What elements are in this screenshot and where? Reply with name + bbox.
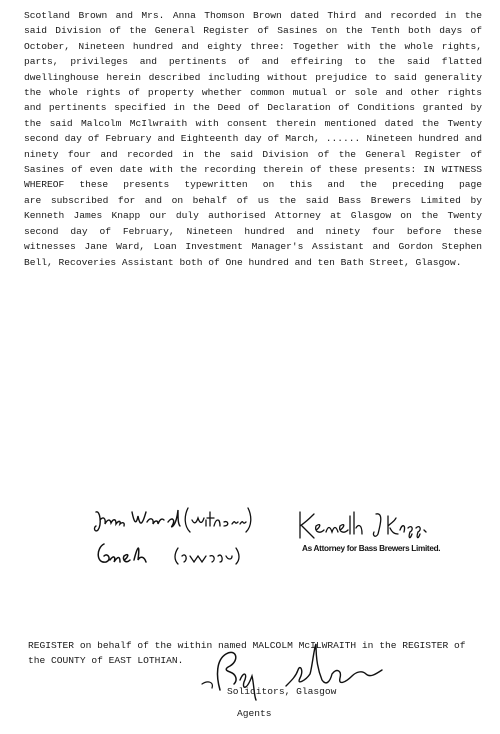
body-line: dwellinghouse herein described including without prejudice to said generality: [24, 71, 482, 83]
body-line: parts, privileges and pertinents of and effeiring to the said flatted: [24, 56, 482, 68]
body-line: second day of February, Nineteen hundred and ninety four before these: [24, 225, 482, 237]
witness-signature-gordon-bell: [94, 538, 254, 572]
body-line: Kenneth James Knapp our duly authorised Attorney at Glasgow on the Twenty: [24, 210, 482, 222]
agents-label: Agents: [237, 708, 272, 719]
body-line: October, Nineteen hundred and eighty three: Together with the whole rights,: [24, 40, 482, 52]
body-line: Scotland Brown and Mrs. Anna Thomson Brown dated Third and recorded in the: [24, 10, 482, 21]
body-line: are subscribed for and on behalf of us the said Bass Brewers Limited by: [24, 194, 482, 206]
attorney-caption: As Attorney for Bass Brewers Limited.: [302, 544, 441, 553]
body-line: the whole rights of property whether common mutual or sole and other rights: [24, 87, 482, 99]
body-line: and pertinents specified in the Deed of Declaration of Conditions granted by: [24, 102, 482, 114]
witness-signature-jane-ward: [92, 502, 252, 538]
deed-body-text: [24, 8, 482, 270]
attorney-signature-kenneth-knapp: [294, 508, 444, 542]
body-line: the said Malcolm McIlwraith with consent therein mentioned dated the Twenty: [24, 117, 482, 129]
solicitors-label: Solicitors, Glasgow: [227, 686, 337, 697]
body-line: Sasines of even date with the recording therein of these presents: IN WITNESS: [24, 164, 482, 176]
body-line: second day of February and Eighteenth day of March, ...... Nineteen hundred and: [24, 133, 482, 145]
body-line: Bell, Recoveries Assistant both of One hundred and ten Bath Street, Glasgow.: [24, 256, 462, 268]
body-line: witnesses Jane Ward, Loan Investment Manager's Assistant and Gordon Stephen: [24, 241, 482, 253]
footer-line: the COUNTY of EAST LOTHIAN.: [28, 655, 184, 667]
footer-line: REGISTER on behalf of the within named MALCOLM McILWRAITH in the REGISTER of: [28, 640, 466, 651]
body-line: WHEREOF these presents typewritten on this and the preceding page: [24, 179, 482, 191]
body-line: ninety four and recorded in the said Division of the General Register of: [24, 148, 482, 160]
body-line: said Division of the General Register of Sasines on the Tenth both days of: [24, 25, 482, 37]
